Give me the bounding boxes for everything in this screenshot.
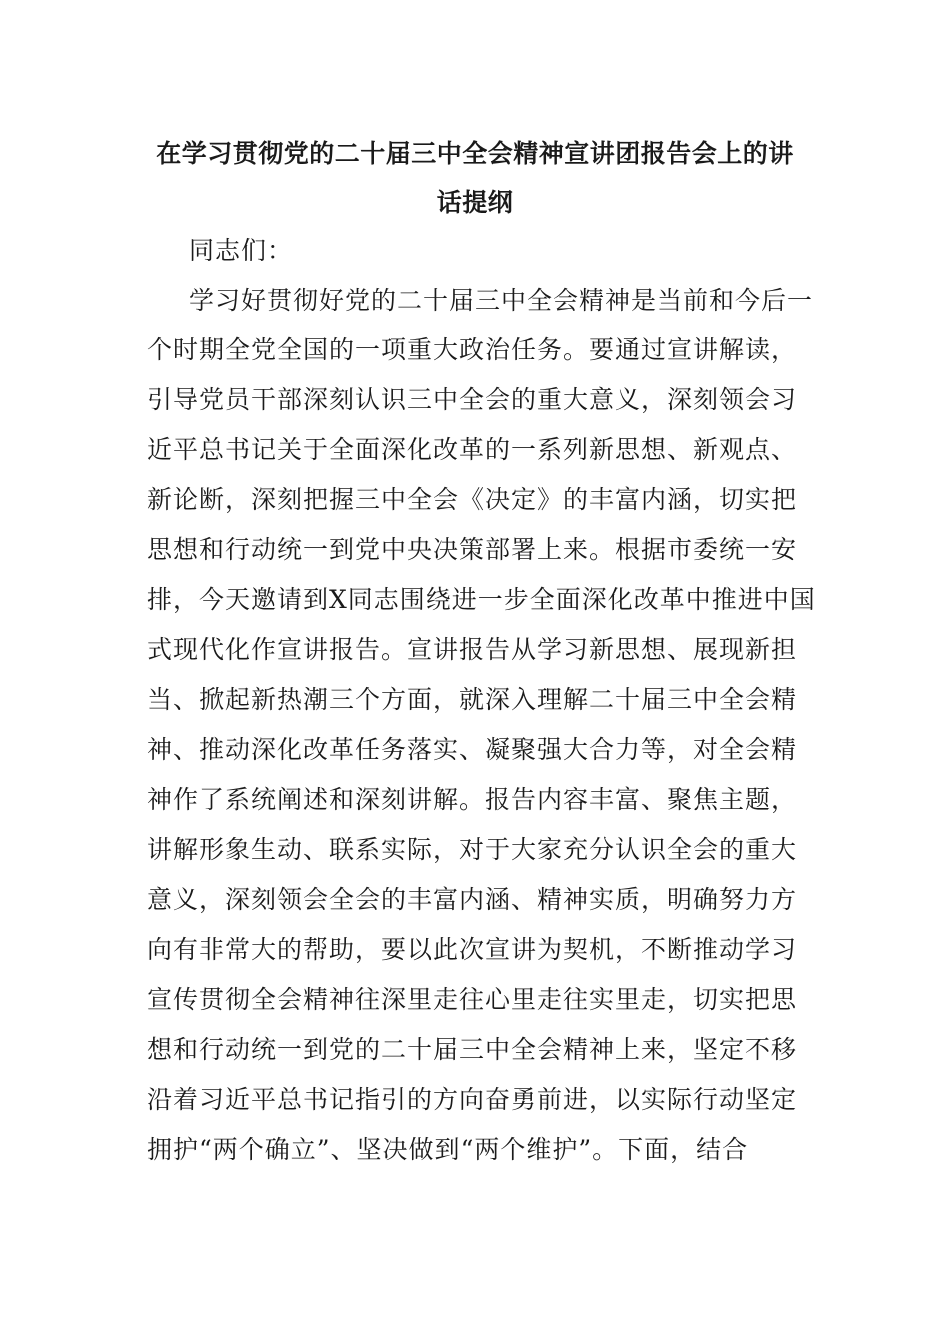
body-line-13: 意义，深刻领会全会的丰富内涵、精神实质，明确努力方 [147,885,798,914]
body-line-1: 学习好贯彻好党的二十届三中全会精神是当前和今后一 [189,286,814,315]
document-title-line-1: 在学习贯彻党的二十届三中全会精神宣讲团报告会上的讲 [156,139,794,168]
body-line-5: 新论断，深刻把握三中全会《决定》的丰富内涵，切实把 [147,485,798,514]
body-line-9: 当、掀起新热潮三个方面，就深入理解二十届三中全会精 [147,685,798,714]
body-line-8: 式现代化作宣讲报告。宣讲报告从学习新思想、展现新担 [147,635,798,664]
body-line-17: 沿着习近平总书记指引的方向奋勇前进，以实际行动坚定 [147,1085,798,1114]
body-line-14: 向有非常大的帮助，要以此次宣讲为契机，不断推动学习 [147,935,798,964]
body-line-2: 个时期全党全国的一项重大政治任务。要通过宣讲解读， [147,335,798,364]
body-line-4: 近平总书记关于全面深化改革的一系列新思想、新观点、 [147,435,798,464]
body-line-7: 排，今天邀请到X同志围绕进一步全面深化改革中推进中国 [147,585,816,614]
document-title-line-2: 话提纲 [436,188,514,217]
body-line-16: 想和行动统一到党的二十届三中全会精神上来，坚定不移 [147,1035,798,1064]
body-line-18: 拥护“两个确立”、坚决做到“两个维护”。下面，结合 [147,1135,749,1164]
body-line-11: 神作了系统阐述和深刻讲解。报告内容丰富、聚焦主题， [147,785,798,814]
body-line-6: 思想和行动统一到党中央决策部署上来。根据市委统一安 [147,535,798,564]
body-line-10: 神、推动深化改革任务落实、凝聚强大合力等，对全会精 [147,735,798,764]
salutation: 同志们： [189,236,294,265]
body-line-3: 引导党员干部深刻认识三中全会的重大意义，深刻领会习 [147,385,798,414]
body-line-12: 讲解形象生动、联系实际，对于大家充分认识全会的重大 [147,835,798,864]
body-line-15: 宣传贯彻全会精神往深里走往心里走往实里走，切实把思 [147,985,798,1014]
